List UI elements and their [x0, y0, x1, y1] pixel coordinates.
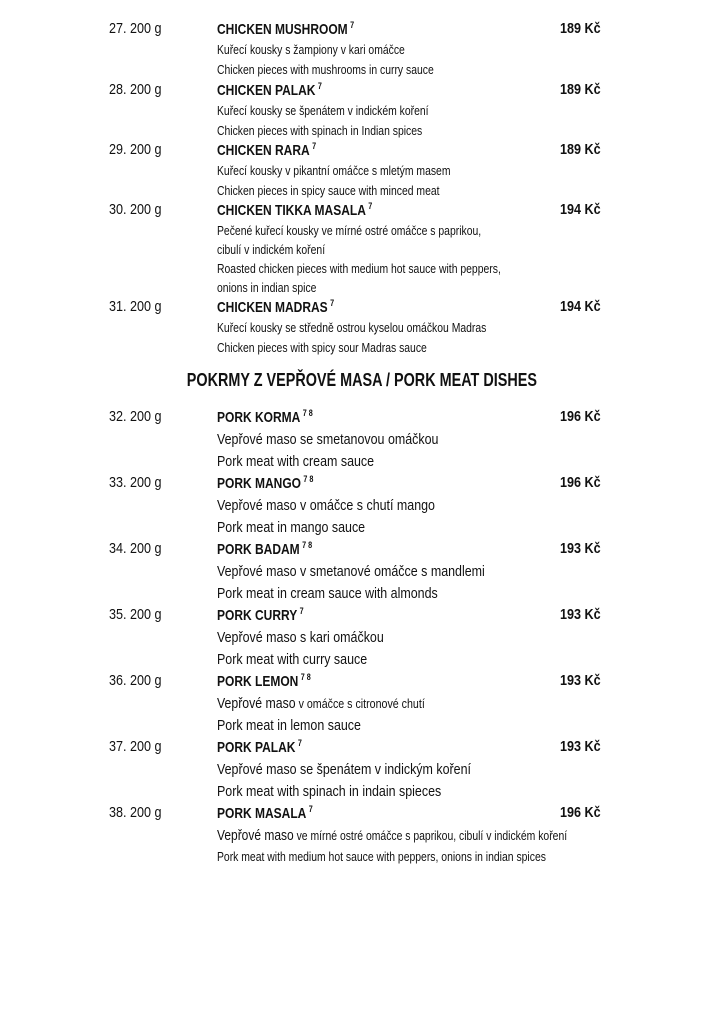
allergen-codes: 7: [350, 20, 355, 30]
section-heading-pork: POKRMY Z VEPŘOVÉ MASA / PORK MEAT DISHES: [186, 370, 538, 390]
item-description-cz: Kuřecí kousky v pikantní omáčce s mletým masem: [217, 163, 451, 178]
item-description-en: Pork meat with medium hot sauce with peppers, onions in indian spices: [217, 849, 546, 864]
item-description-en: Roasted chicken pieces with medium hot sauce with peppers,: [217, 261, 501, 276]
item-description-en: Chicken pieces with mushrooms in curry sauce: [217, 62, 434, 77]
item-name: PORK MANGO $^{7 8}$: [217, 474, 314, 492]
item-description-en: Pork meat in cream sauce with almonds: [217, 585, 438, 602]
item-number-weight: 31. 200 g: [109, 298, 162, 315]
item-description-cz: Kuřecí kousky se středně ostrou kyselou omáčkou Madras: [217, 320, 487, 335]
item-price: 193 Kč: [560, 606, 601, 623]
item-name: CHICKEN MADRAS $^7$: [217, 298, 335, 316]
allergen-codes: 7: [297, 738, 302, 748]
item-price: 193 Kč: [560, 672, 601, 689]
item-description-cz: Vepřové maso v smetanové omáčce s mandlemi: [217, 563, 485, 580]
allergen-codes: 7 8: [303, 474, 314, 484]
item-description-en: Pork meat with spinach in indain spieces: [217, 783, 442, 800]
item-name: PORK MASALA $^7$: [217, 804, 313, 822]
item-number-weight: 30. 200 g: [109, 201, 162, 218]
item-price: 196 Kč: [560, 804, 601, 821]
item-description-en: onions in indian spice: [217, 280, 317, 295]
item-price: 189 Kč: [560, 141, 601, 158]
item-price: 189 Kč: [560, 20, 601, 37]
item-price: 189 Kč: [560, 81, 601, 98]
allergen-codes: 7: [330, 298, 335, 308]
item-price: 194 Kč: [560, 201, 601, 218]
item-description-cz: Vepřové maso v omáčce s chutí mango: [217, 497, 435, 514]
item-description-cz: cibulí v indickém koření: [217, 242, 326, 257]
item-description-en: Pork meat with curry sauce: [217, 651, 368, 668]
item-name: CHICKEN MUSHROOM $^7$: [217, 20, 355, 38]
item-name: CHICKEN TIKKA MASALA $^7$: [217, 201, 373, 219]
item-description-en: Chicken pieces in spicy sauce with minced meat: [217, 183, 440, 198]
item-price: 194 Kč: [560, 298, 601, 315]
item-name: CHICKEN RARA $^7$: [217, 141, 317, 159]
item-description-cz: Vepřové maso s kari omáčkou: [217, 629, 384, 646]
item-name: PORK CURRY $^7$: [217, 606, 304, 624]
item-description-cz: Kuřecí kousky s žampiony v kari omáčce: [217, 42, 405, 57]
item-description-cz: Pečené kuřecí kousky ve mírné ostré omáčce s paprikou,: [217, 223, 482, 238]
item-description-cz: Vepřové maso v omáčce s citronové chutí: [217, 695, 425, 712]
item-name: PORK LEMON $^{7 8}$: [217, 672, 311, 690]
allergen-codes: 7 8: [302, 408, 313, 418]
item-name: CHICKEN PALAK $^7$: [217, 81, 322, 99]
item-price: 196 Kč: [560, 474, 601, 491]
item-description-en: Chicken pieces with spicy sour Madras sauce: [217, 340, 427, 355]
item-number-weight: 32. 200 g: [109, 408, 162, 425]
allergen-codes: 7: [312, 141, 317, 151]
item-price: 196 Kč: [560, 408, 601, 425]
item-number-weight: 37. 200 g: [109, 738, 162, 755]
allergen-codes: 7: [317, 81, 322, 91]
item-number-weight: 27. 200 g: [109, 20, 162, 37]
item-number-weight: 35. 200 g: [109, 606, 162, 623]
item-description-cz: Vepřové maso se smetanovou omáčkou: [217, 431, 439, 448]
item-number-weight: 34. 200 g: [109, 540, 162, 557]
item-description-en: Chicken pieces with spinach in Indian spices: [217, 123, 423, 138]
item-name: PORK PALAK $^7$: [217, 738, 302, 756]
allergen-codes: 7: [308, 804, 313, 814]
item-number-weight: 28. 200 g: [109, 81, 162, 98]
item-description-en: Pork meat in lemon sauce: [217, 717, 361, 734]
item-price: 193 Kč: [560, 540, 601, 557]
allergen-codes: 7: [368, 201, 373, 211]
allergen-codes: 7 8: [300, 672, 311, 682]
item-name: PORK BADAM $^{7 8}$: [217, 540, 313, 558]
item-description-cz: Vepřové maso ve mírné ostré omáčce s paprikou, cibulí v indickém koření: [217, 827, 568, 844]
item-number-weight: 36. 200 g: [109, 672, 162, 689]
allergen-codes: 7 8: [302, 540, 313, 550]
item-description-cz: Vepřové maso se špenátem v indickým koření: [217, 761, 471, 778]
item-number-weight: 29. 200 g: [109, 141, 162, 158]
item-description-en: Pork meat in mango sauce: [217, 519, 366, 536]
allergen-codes: 7: [299, 606, 304, 616]
item-price: 193 Kč: [560, 738, 601, 755]
item-name: PORK KORMA $^{7 8}$: [217, 408, 313, 426]
item-description-cz: Kuřecí kousky se špenátem v indickém koření: [217, 103, 429, 118]
item-number-weight: 33. 200 g: [109, 474, 162, 491]
item-number-weight: 38. 200 g: [109, 804, 162, 821]
item-description-en: Pork meat with cream sauce: [217, 453, 375, 470]
